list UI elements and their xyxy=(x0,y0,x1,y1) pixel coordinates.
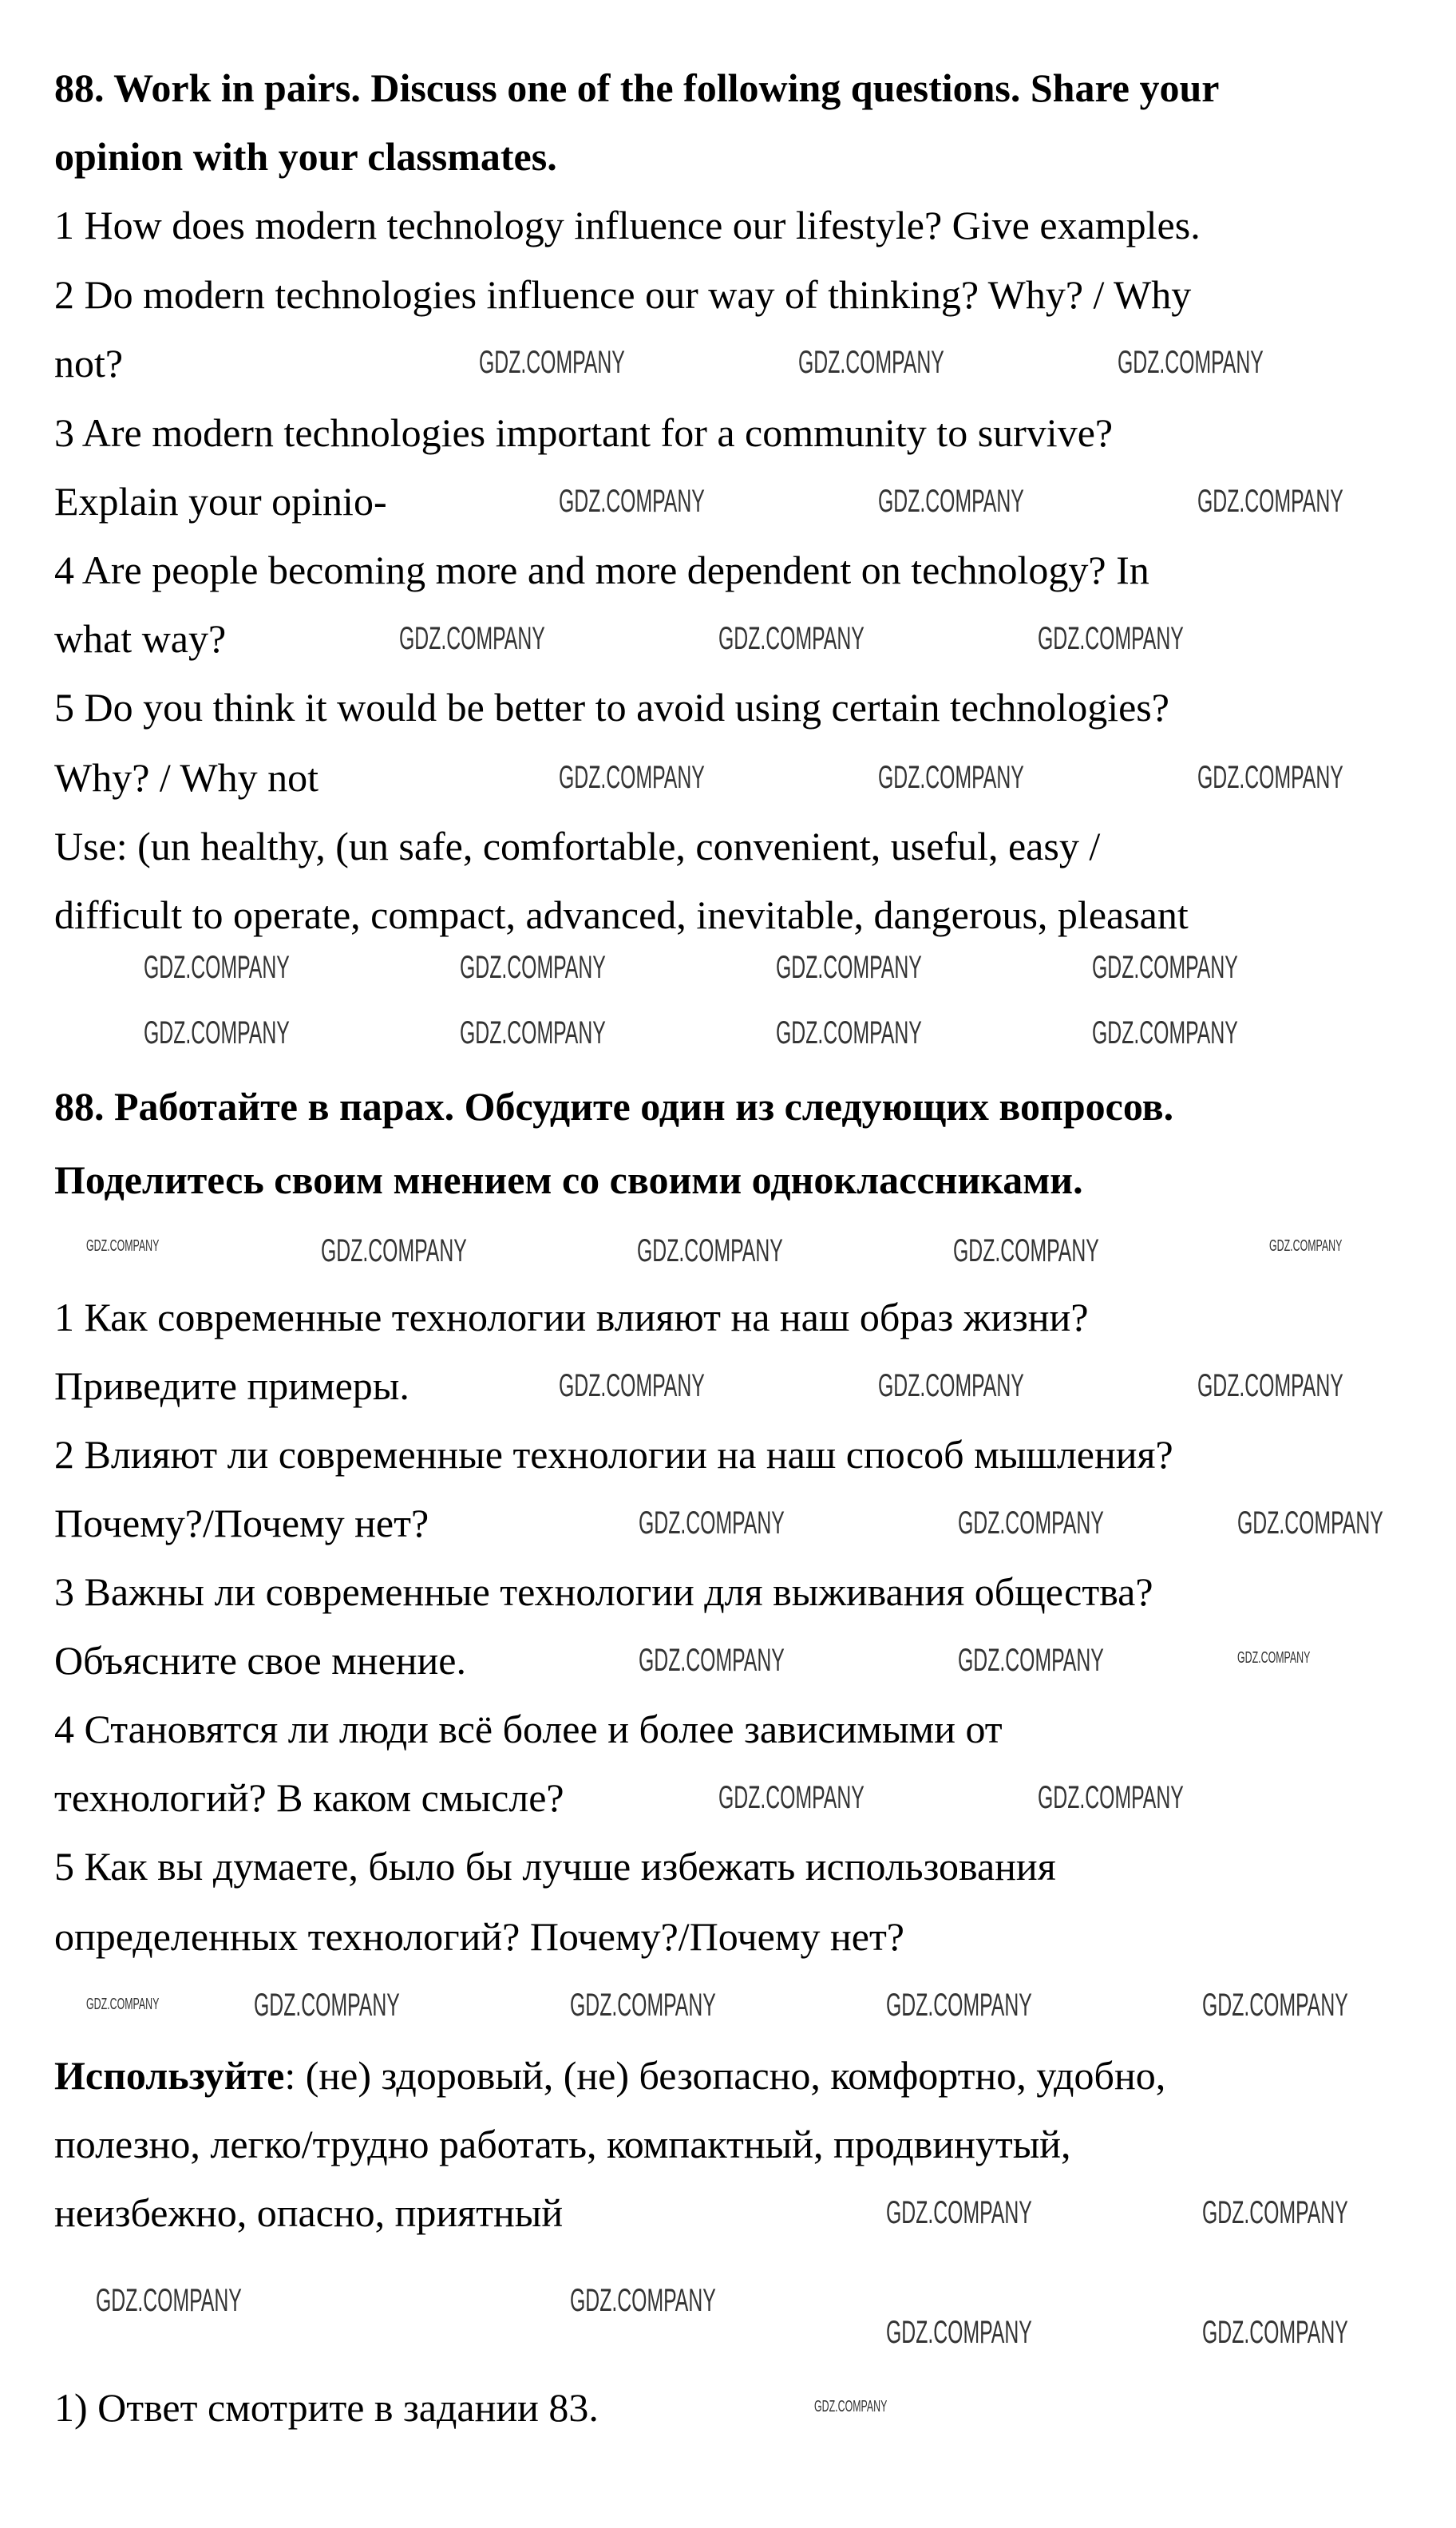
watermark: GDZ.COMPANY xyxy=(559,1368,705,1403)
watermark: GDZ.COMPANY xyxy=(1202,1988,1348,2023)
question-line: 1 Как современные технологии влияют на наш образ жизни? xyxy=(54,1295,1089,1339)
russian-title-line2: Поделитесь своим мнением со своими одноклассниками. xyxy=(54,1157,1083,1202)
watermark: GDZ.COMPANY xyxy=(1038,621,1184,656)
question-line: Объясните свое мнение. xyxy=(54,1638,466,1683)
question-line: 4 Are people becoming more and more dependent on technology? In xyxy=(54,548,1149,592)
question-line: what way? xyxy=(54,616,227,661)
question-line: not? xyxy=(54,341,124,386)
question-line: 5 Do you think it would be better to avoid using certain technologies? xyxy=(54,685,1169,730)
watermark: GDZ.COMPANY xyxy=(886,2315,1032,2350)
use-line xyxy=(54,2051,1165,2099)
watermark: GDZ.COMPANY xyxy=(814,2398,888,2415)
watermark: GDZ.COMPANY xyxy=(776,1015,922,1050)
question-line: 2 Do modern technologies influence our way of thinking? Why? / Why xyxy=(54,272,1192,317)
watermark: GDZ.COMPANY xyxy=(639,1505,785,1541)
watermark: GDZ.COMPANY xyxy=(1202,2195,1348,2230)
watermark: GDZ.COMPANY xyxy=(1202,2315,1348,2350)
question-line: технологий? В каком смысле? xyxy=(54,1775,564,1820)
use-line: полезно, легко/трудно работать, компактный, продвинутый, xyxy=(54,2122,1071,2166)
question-line: Why? / Why not xyxy=(54,755,318,800)
use-line: difficult to operate, compact, advanced, inevitable, dangerous, pleasant xyxy=(54,892,1189,937)
watermark: GDZ.COMPANY xyxy=(144,1015,290,1050)
watermark: GDZ.COMPANY xyxy=(570,2283,716,2318)
use-label: Используйте xyxy=(54,2053,285,2098)
watermark: GDZ.COMPANY xyxy=(878,760,1024,795)
question-line: определенных технологий? Почему?/Почему нет? xyxy=(54,1914,904,1959)
watermark: GDZ.COMPANY xyxy=(321,1233,467,1268)
question-line: 2 Влияют ли современные технологии на наш способ мышления? xyxy=(54,1432,1173,1477)
use-line: Use: (un healthy, (un safe, comfortable, convenient, useful, easy / xyxy=(54,824,1101,868)
question-line: Explain your opinio- xyxy=(54,479,387,524)
watermark: GDZ.COMPANY xyxy=(96,2283,242,2318)
use-words: : (не) здоровый, (не) безопасно, комфортно, удобно, xyxy=(284,2053,1166,2098)
watermark: GDZ.COMPANY xyxy=(479,345,625,380)
watermark: GDZ.COMPANY xyxy=(878,1368,1024,1403)
watermark: GDZ.COMPANY xyxy=(639,1643,785,1678)
watermark: GDZ.COMPANY xyxy=(958,1643,1104,1678)
watermark: GDZ.COMPANY xyxy=(886,1988,1032,2023)
watermark: GDZ.COMPANY xyxy=(570,1988,716,2023)
watermark: GDZ.COMPANY xyxy=(399,621,545,656)
watermark: GDZ.COMPANY xyxy=(254,1988,400,2023)
watermark: GDZ.COMPANY xyxy=(776,950,922,985)
use-line: неизбежно, опасно, приятный xyxy=(54,2190,564,2235)
watermark: GDZ.COMPANY xyxy=(953,1233,1099,1268)
watermark: GDZ.COMPANY xyxy=(460,1015,606,1050)
watermark: GDZ.COMPANY xyxy=(144,950,290,985)
watermark: GDZ.COMPANY xyxy=(1197,760,1343,795)
question-line: Приведите примеры. xyxy=(54,1363,410,1408)
watermark: GDZ.COMPANY xyxy=(86,1996,160,2013)
question-line: 5 Как вы думаете, было бы лучше избежать использования xyxy=(54,1844,1056,1889)
watermark: GDZ.COMPANY xyxy=(798,345,944,380)
watermark: GDZ.COMPANY xyxy=(1269,1237,1343,1255)
russian-title-line1: 88. Работайте в парах. Обсудите один из следующих вопросов. xyxy=(54,1084,1174,1129)
watermark: GDZ.COMPANY xyxy=(1197,1368,1343,1403)
watermark: GDZ.COMPANY xyxy=(1038,1780,1184,1815)
english-title-line1: 88. Work in pairs. Discuss one of the following questions. Share your xyxy=(54,65,1220,110)
watermark: GDZ.COMPANY xyxy=(718,621,864,656)
watermark: GDZ.COMPANY xyxy=(1237,1649,1311,1667)
watermark: GDZ.COMPANY xyxy=(86,1237,160,1255)
english-title-line2: opinion with your classmates. xyxy=(54,134,557,179)
answer-line: 1) Ответ смотрите в задании 83. xyxy=(54,2385,599,2430)
watermark: GDZ.COMPANY xyxy=(1092,1015,1238,1050)
watermark: GDZ.COMPANY xyxy=(1118,345,1264,380)
watermark: GDZ.COMPANY xyxy=(559,760,705,795)
watermark: GDZ.COMPANY xyxy=(958,1505,1104,1541)
question-line: 4 Становятся ли люди всё более и более зависимыми от xyxy=(54,1707,1003,1751)
watermark: GDZ.COMPANY xyxy=(1092,950,1238,985)
watermark: GDZ.COMPANY xyxy=(637,1233,783,1268)
question-line: 3 Важны ли современные технологии для выживания общества? xyxy=(54,1569,1153,1614)
question-line: Почему?/Почему нет? xyxy=(54,1501,429,1545)
watermark: GDZ.COMPANY xyxy=(878,484,1024,519)
watermark: GDZ.COMPANY xyxy=(1197,484,1343,519)
watermark: GDZ.COMPANY xyxy=(1237,1505,1383,1541)
watermark: GDZ.COMPANY xyxy=(559,484,705,519)
question-line: 1 How does modern technology influence our lifestyle? Give examples. xyxy=(54,203,1201,247)
question-line: 3 Are modern technologies important for a community to survive? xyxy=(54,410,1114,455)
watermark: GDZ.COMPANY xyxy=(718,1780,864,1815)
watermark: GDZ.COMPANY xyxy=(460,950,606,985)
watermark: GDZ.COMPANY xyxy=(886,2195,1032,2230)
